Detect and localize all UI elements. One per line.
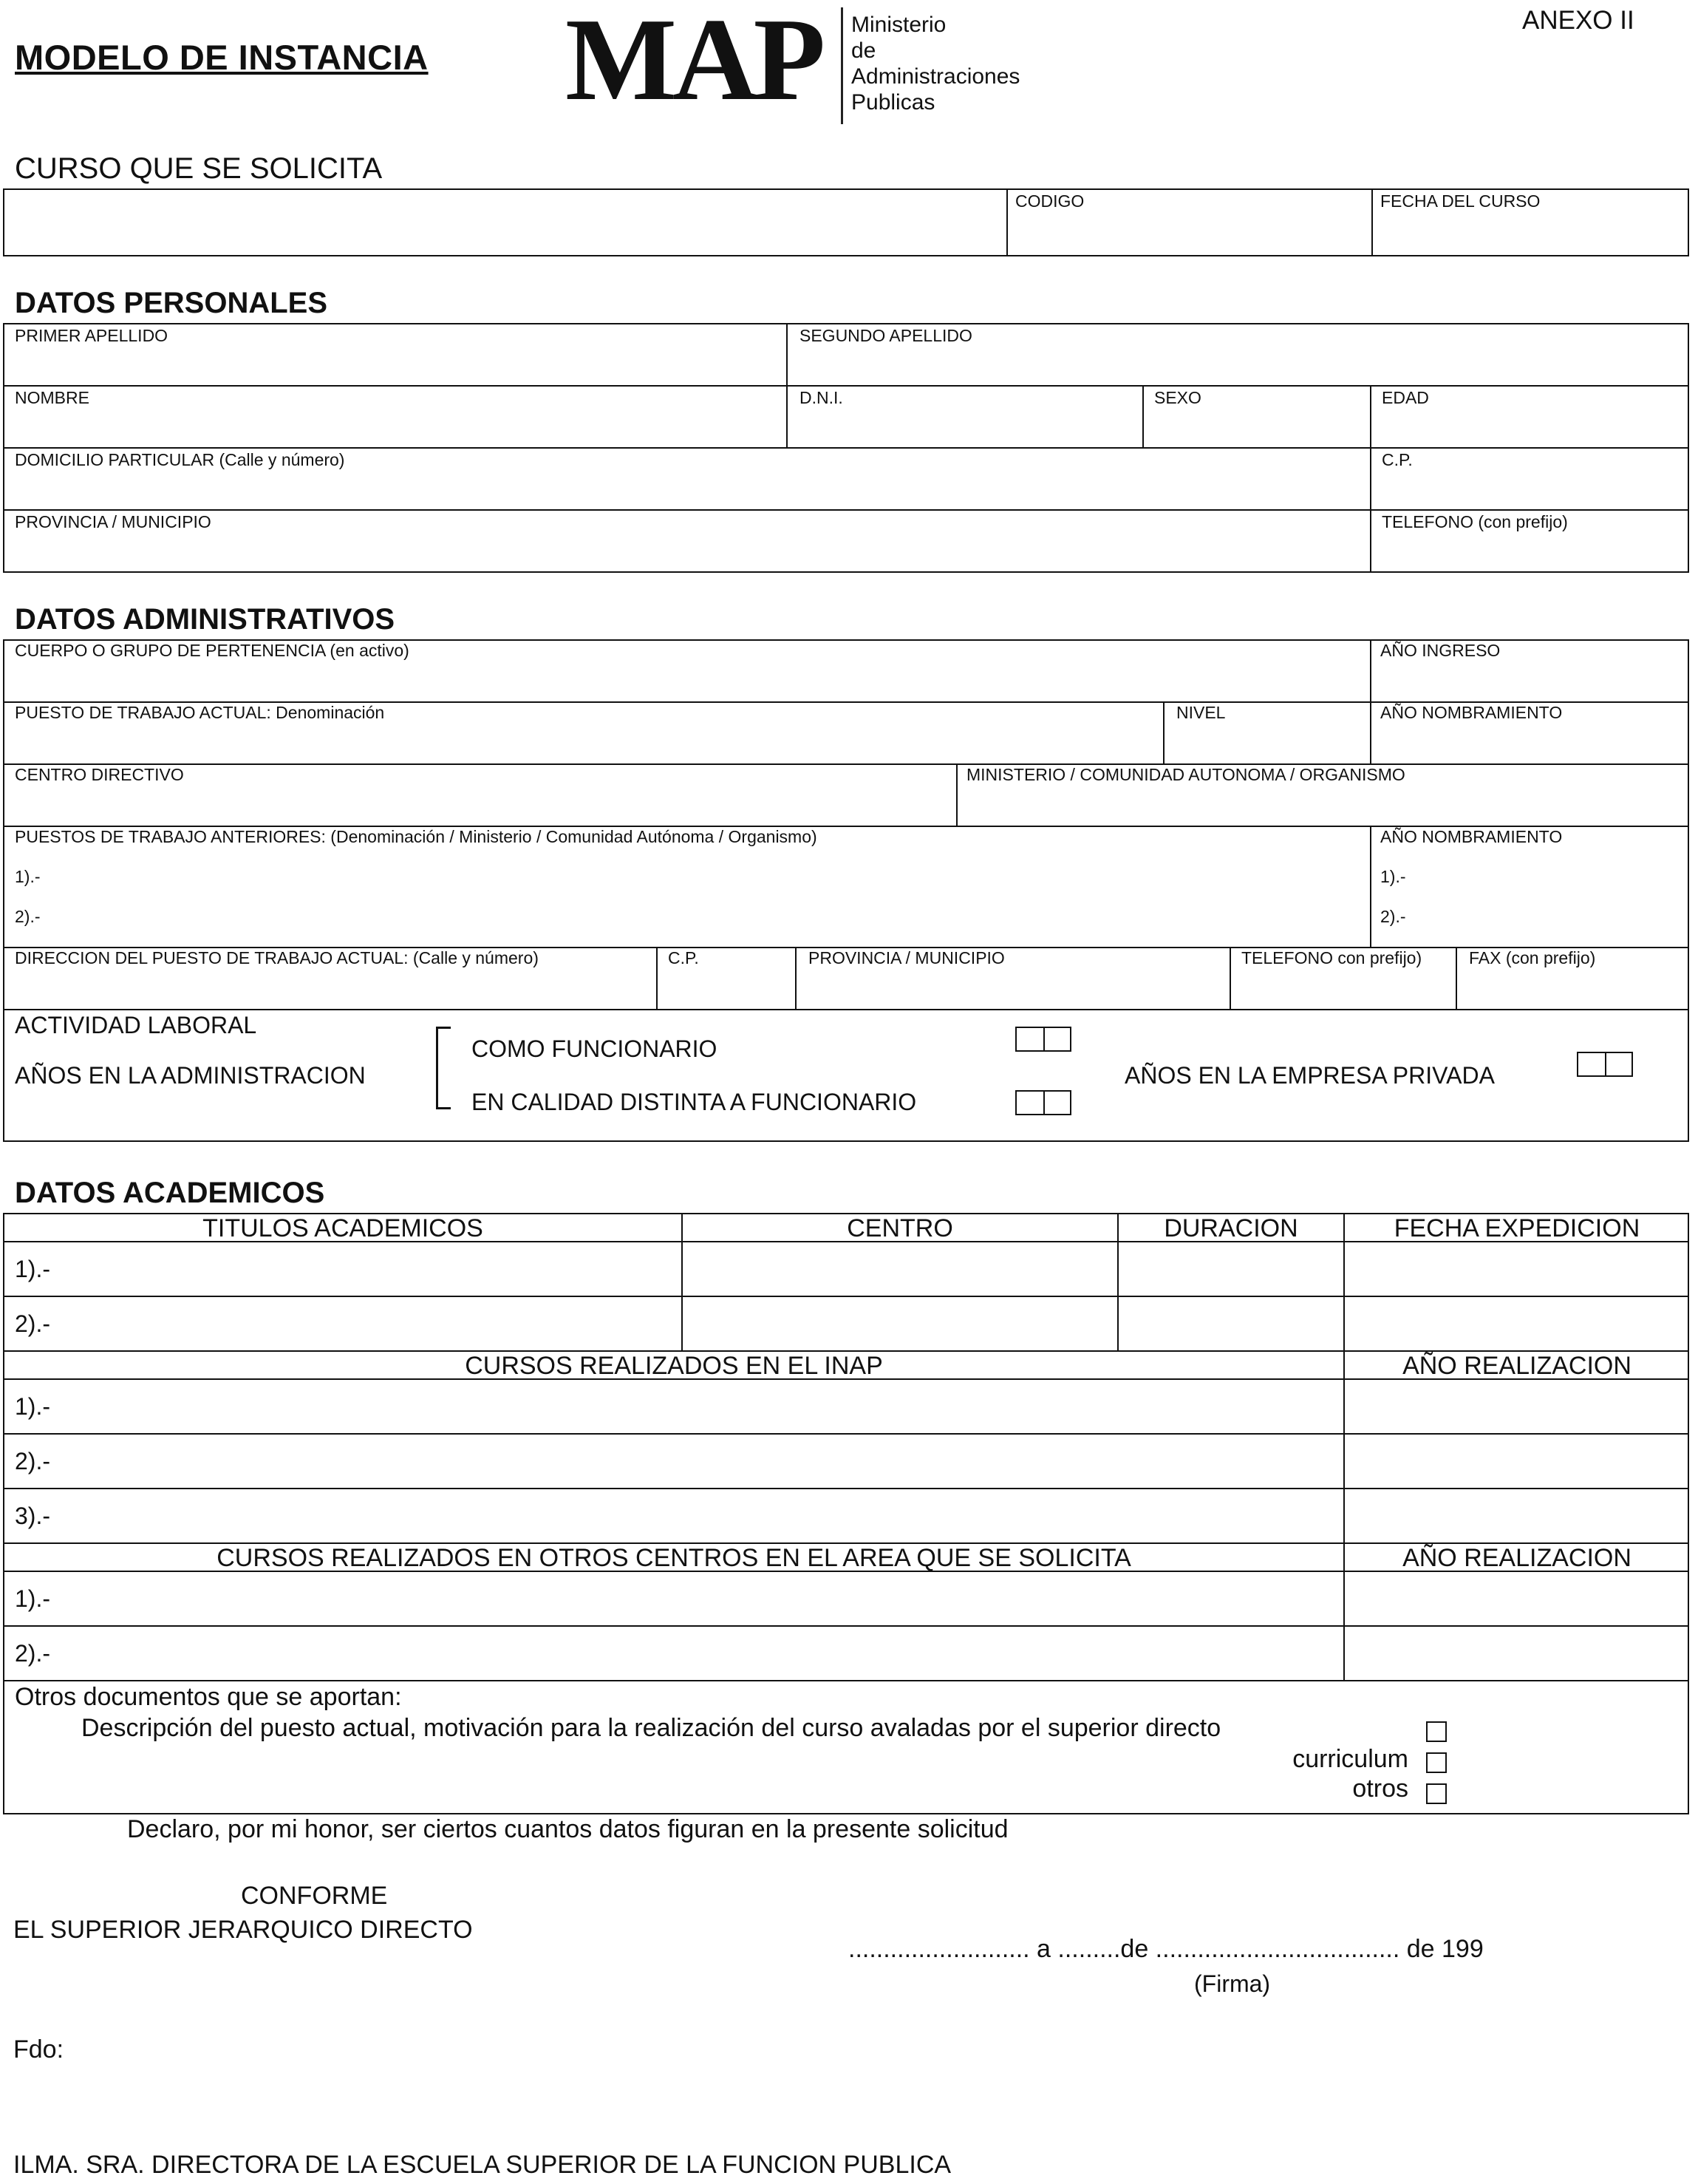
como-funcionario-label: COMO FUNCIONARIO [471, 1035, 717, 1062]
telefono-field[interactable] [1371, 511, 1689, 573]
row-number: 1).- [15, 1256, 50, 1282]
anio-nombramiento-field[interactable] [1371, 703, 1689, 763]
edad-field[interactable] [1371, 387, 1689, 447]
direccion-field[interactable] [4, 948, 656, 1009]
academic-heading: DATOS ACADEMICOS [15, 1177, 325, 1209]
ministry-line: Publicas [851, 90, 935, 115]
admin-heading: DATOS ADMINISTRATIVOS [15, 603, 395, 636]
field-label: PROVINCIA / MUNICIPIO [15, 512, 211, 531]
field-label: PUESTO DE TRABAJO ACTUAL: Denominación [15, 703, 385, 722]
dni-field[interactable] [788, 387, 1142, 447]
segundo-apellido-field[interactable] [788, 324, 1689, 385]
admin-fax-field[interactable] [1457, 948, 1689, 1009]
centro-directivo-field[interactable] [4, 765, 956, 826]
field-label: NOMBRE [15, 388, 89, 407]
admin-cp-field[interactable] [658, 948, 795, 1009]
col-duracion: DURACION [1164, 1214, 1298, 1242]
field-label: MINISTERIO / COMUNIDAD AUTONOMA / ORGANISMO [966, 765, 1405, 784]
item-number: 2).- [1380, 907, 1406, 926]
personal-heading: DATOS PERSONALES [15, 287, 328, 319]
table-row[interactable] [4, 1572, 1689, 1625]
admin-provincia-field[interactable] [797, 948, 1230, 1009]
field-label: TELEFONO con prefijo) [1241, 948, 1422, 967]
otros-checkbox[interactable] [1426, 1783, 1447, 1804]
declaration-text: Declaro, por mi honor, ser ciertos cuantos datos figuran en la presente solicitud [127, 1815, 1009, 1843]
logo-divider [841, 7, 843, 124]
academic-table [3, 1213, 1689, 1814]
field-label: D.N.I. [799, 388, 843, 407]
nombre-field[interactable] [4, 387, 786, 447]
course-date-field[interactable] [1373, 190, 1689, 256]
puesto-actual-field[interactable] [4, 703, 1163, 763]
table-row[interactable] [4, 1297, 1689, 1350]
ministry-line: de [851, 38, 876, 63]
field-label: PRIMER APELLIDO [15, 326, 168, 345]
anio-realizacion-heading: AÑO REALIZACION [1402, 1352, 1631, 1380]
personal-table [3, 323, 1689, 573]
field-label: AÑO NOMBRAMIENTO [1380, 827, 1563, 846]
item-number: 1).- [15, 867, 41, 886]
field-label: TELEFONO (con prefijo) [1382, 512, 1568, 531]
anios-admin-label: AÑOS EN LA ADMINISTRACION [15, 1062, 366, 1089]
admin-table [3, 639, 1689, 1142]
ministry-name [851, 12, 1020, 115]
field-label: SEGUNDO APELLIDO [799, 326, 972, 345]
addressee: ILMA. SRA. DIRECTORA DE LA ESCUELA SUPERIOR DE LA FUNCION PUBLICA [13, 2151, 952, 2179]
field-label: PROVINCIA / MUNICIPIO [808, 948, 1005, 967]
field-label: FECHA DEL CURSO [1380, 191, 1541, 211]
table-row[interactable] [4, 1435, 1689, 1488]
puestos-anteriores-field[interactable] [4, 827, 1370, 947]
actividad-label: ACTIVIDAD LABORAL [15, 1012, 257, 1038]
firma-label: (Firma) [1194, 1970, 1271, 1997]
anios-no-funcionario-box[interactable] [1015, 1090, 1071, 1115]
table-row[interactable] [4, 1380, 1689, 1433]
field-label: CENTRO DIRECTIVO [15, 765, 184, 784]
map-logo: MAP [565, 0, 822, 125]
otros-docs-label: Otros documentos que se aportan: [15, 1683, 402, 1711]
ministry-line: Administraciones [851, 64, 1020, 89]
inap-heading: CURSOS REALIZADOS EN EL INAP [465, 1352, 883, 1380]
date-line: .......................... a .........de ................................... de 199 [848, 1935, 1484, 1963]
descripcion-label: Descripción del puesto actual, motivación para la realización del curso avaladas por el superior directo [81, 1714, 1221, 1742]
field-label: AÑO INGRESO [1380, 641, 1501, 660]
sexo-field[interactable] [1144, 387, 1370, 447]
row-number: 3).- [15, 1503, 50, 1529]
nivel-field[interactable] [1165, 703, 1370, 763]
anios-funcionario-box[interactable] [1015, 1027, 1071, 1052]
field-label: SEXO [1154, 388, 1201, 407]
col-titulos: TITULOS ACADEMICOS [202, 1214, 483, 1242]
row-number: 2).- [15, 1448, 50, 1474]
row-number: 2).- [15, 1640, 50, 1667]
field-label: C.P. [668, 948, 699, 967]
descripcion-checkbox[interactable] [1426, 1721, 1447, 1742]
anios-privada-box[interactable] [1577, 1052, 1633, 1077]
curriculum-checkbox[interactable] [1426, 1752, 1447, 1773]
calidad-distinta-label: EN CALIDAD DISTINTA A FUNCIONARIO [471, 1089, 917, 1115]
field-label: EDAD [1382, 388, 1429, 407]
otros-centros-heading: CURSOS REALIZADOS EN OTROS CENTROS EN EL AREA QUE SE SOLICITA [216, 1544, 1131, 1572]
field-label: FAX (con prefijo) [1469, 948, 1596, 967]
field-label: PUESTOS DE TRABAJO ANTERIORES: (Denominación / Ministerio / Comunidad Autónoma / Organismo) [15, 827, 817, 846]
superior-label: EL SUPERIOR JERARQUICO DIRECTO [13, 1916, 473, 1944]
course-table [3, 188, 1689, 256]
item-number: 2).- [15, 907, 41, 926]
ministerio-field[interactable] [958, 765, 1689, 826]
fdo-label: Fdo: [13, 2035, 64, 2064]
col-centro: CENTRO [847, 1214, 953, 1242]
course-code-field[interactable] [1008, 190, 1371, 256]
anio-ingreso-field[interactable] [1371, 641, 1689, 701]
row-number: 1).- [15, 1393, 50, 1420]
curriculum-label: curriculum [1292, 1745, 1408, 1773]
row-number: 2).- [15, 1310, 50, 1337]
anio-realizacion-heading: AÑO REALIZACION [1402, 1544, 1631, 1572]
item-number: 1).- [1380, 867, 1406, 886]
cuerpo-field[interactable] [4, 641, 1370, 701]
table-row[interactable] [4, 1242, 1689, 1296]
otros-label: otros [1352, 1775, 1408, 1803]
field-label: CUERPO O GRUPO DE PERTENENCIA (en activo) [15, 641, 409, 660]
course-heading: CURSO QUE SE SOLICITA [15, 152, 383, 185]
field-label: CODIGO [1015, 191, 1085, 211]
divider [4, 1680, 1689, 1681]
admin-telefono-field[interactable] [1231, 948, 1456, 1009]
row-number: 1).- [15, 1585, 50, 1612]
field-label: NIVEL [1176, 703, 1226, 722]
provincia-field[interactable] [4, 511, 1370, 573]
course-name-field[interactable] [4, 190, 1006, 256]
document-title: MODELO DE INSTANCIA [15, 38, 429, 77]
table-row[interactable] [4, 1627, 1689, 1680]
anios-privada-label: AÑOS EN LA EMPRESA PRIVADA [1125, 1062, 1495, 1089]
field-label: AÑO NOMBRAMIENTO [1380, 703, 1563, 722]
ministry-line: Ministerio [851, 13, 947, 37]
col-fecha: FECHA EXPEDICION [1394, 1214, 1640, 1242]
field-label: DIRECCION DEL PUESTO DE TRABAJO ACTUAL: (Calle y número) [15, 948, 539, 967]
anio-nombramiento-anteriores-field[interactable] [1371, 827, 1689, 947]
domicilio-field[interactable] [4, 449, 1370, 509]
cp-field[interactable] [1371, 449, 1689, 509]
primer-apellido-field[interactable] [4, 324, 786, 385]
field-label: C.P. [1382, 450, 1413, 469]
annex-label: ANEXO II [1522, 6, 1634, 35]
table-row[interactable] [4, 1489, 1689, 1542]
field-label: DOMICILIO PARTICULAR (Calle y número) [15, 450, 345, 469]
conforme-label: CONFORME [241, 1882, 388, 1910]
bracket [436, 1027, 451, 1109]
divider [4, 1009, 1689, 1010]
